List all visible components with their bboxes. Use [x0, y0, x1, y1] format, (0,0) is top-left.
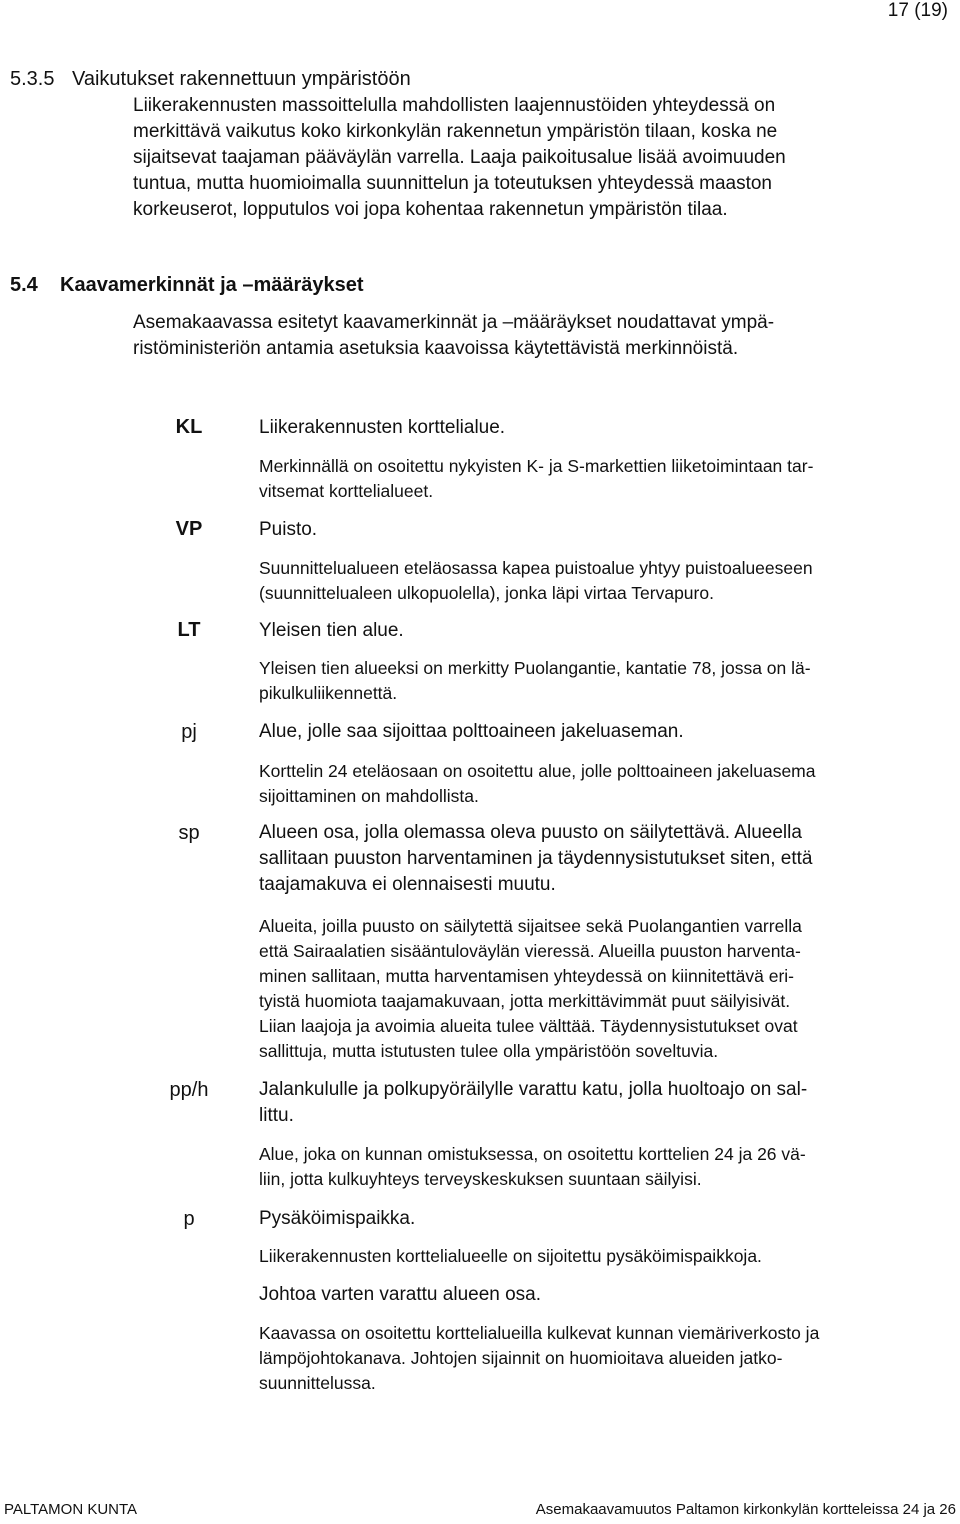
section-paragraph-5-3-5 [133, 93, 960, 223]
definition-desc-line: Liian laajoja ja avoimia alueita tulee välttää. Täydennysistutukset ovat [259, 1016, 798, 1036]
definition-title [259, 415, 959, 441]
paragraph-line: tuntua, mutta huomioimalla suunnittelun ja toteutuksen yhteydessä maaston [133, 173, 772, 194]
definition-title-line: Liikerakennusten korttelialue. [259, 417, 506, 438]
section-number: 5.3.5 [10, 68, 55, 90]
definition-description [259, 556, 959, 606]
definition-desc-line: vitsemat korttelialueet. [259, 481, 434, 501]
footer-document-title: Asemakaavamuutos Paltamon kirkonkylän kortteleissa 24 ja 26 [535, 1501, 956, 1518]
definition-description [259, 1244, 959, 1269]
definition-code: sp [178, 822, 200, 844]
page-number: 17 (19) [887, 0, 948, 21]
definition-title-line: sallitaan puuston harventaminen ja täydennysistutukset siten, että [259, 848, 813, 869]
section-title: Vaikutukset rakennettuun ympäristöön [72, 68, 411, 90]
definition-title-line: Jalankululle ja polkupyöräilylle varattu katu, jolla huoltoajo on sal- [259, 1079, 808, 1100]
definition-title-line: Pysäköimispaikka. [259, 1208, 416, 1229]
section-number: 5.4 [10, 274, 38, 296]
definition-title [259, 1206, 959, 1232]
definition-code: pp/h [169, 1079, 209, 1101]
definition-desc-line: Suunnittelualueen eteläosassa kapea puistoalue yhtyy puistoalueeseen [259, 558, 813, 578]
definition-desc-line: Kaavassa on osoitettu korttelialueilla kulkevat kunnan viemäriverkosto ja [259, 1323, 820, 1343]
definition-code: KL [175, 416, 203, 438]
section-title: Kaavamerkinnät ja –määräykset [60, 274, 364, 296]
definition-desc-line: että Sairaalatien sisääntuloväylän vieressä. Alueilla puuston harventa- [259, 941, 801, 961]
definition-title [259, 517, 959, 543]
definition-desc-line: Merkinnällä on osoitettu nykyisten K- ja S-markettien liiketoimintaan tar- [259, 456, 814, 476]
definition-desc-line: Liikerakennusten korttelialueelle on sijoitettu pysäköimispaikkoja. [259, 1246, 762, 1266]
paragraph-line: korkeuserot, lopputulos voi jopa kohentaa rakennetun ympäristön tilaa. [133, 199, 728, 220]
definition-code: VP [175, 518, 203, 540]
definition-description [259, 1142, 959, 1192]
definition-title-line: Puisto. [259, 519, 318, 540]
definition-desc-line: Yleisen tien alueeksi on merkitty Puolangantie, kantatie 78, jossa on lä- [259, 658, 811, 678]
definition-desc-line: tyistä huomiota taajamakuvaan, jotta merkittävimmät puut säilyisivät. [259, 991, 791, 1011]
definition-code: p [183, 1208, 195, 1230]
definition-title [259, 820, 959, 898]
section-heading-5-3-5 [10, 68, 411, 91]
paragraph-line: merkittävä vaikutus koko kirkonkylän rakennetun ympäristön tilaan, koska ne [133, 121, 778, 142]
definition-title [259, 618, 959, 644]
definition-description [259, 759, 959, 809]
definition-title [259, 719, 959, 745]
section-heading-5-4 [10, 274, 364, 297]
definition-desc-line: Alue, joka on kunnan omistuksessa, on osoitettu korttelien 24 ja 26 vä- [259, 1144, 806, 1164]
definition-desc-line: suunnittelussa. [259, 1373, 376, 1393]
definition-code: pj [181, 721, 197, 743]
definition-description [259, 656, 959, 706]
paragraph-line: Asemakaavassa esitetyt kaavamerkinnät ja –määräykset noudattavat ympä- [133, 312, 775, 333]
definition-title [259, 1077, 959, 1129]
definition-desc-line: sallittuja, mutta istutusten tulee olla ympäristöön soveltuvia. [259, 1041, 719, 1061]
section-paragraph-5-4 [133, 310, 960, 362]
definition-description [259, 914, 959, 1064]
definition-desc-line: sijoittaminen on mahdollista. [259, 786, 479, 806]
definition-title-line: Alueen osa, jolla olemassa oleva puusto on säilytettävä. Alueella [259, 822, 802, 843]
definition-desc-line: (suunnittelualeen ulkopuolella), jonka läpi virtaa Tervapuro. [259, 583, 714, 603]
definition-code: LT [177, 619, 201, 641]
definition-desc-line: pikulkuliikennettä. [259, 683, 398, 703]
definition-title-line: Yleisen tien alue. [259, 620, 404, 641]
definition-desc-line: Korttelin 24 eteläosaan on osoitettu alue, jolle polttoaineen jakeluasema [259, 761, 816, 781]
footer-municipality: PALTAMON KUNTA [4, 1501, 138, 1518]
definition-description [259, 454, 959, 504]
definition-title [259, 1282, 959, 1308]
definition-desc-line: liin, jotta kulkuyhteys terveyskeskuksen suuntaan säilyisi. [259, 1169, 702, 1189]
definition-title-line: littu. [259, 1105, 294, 1126]
definition-title-line: Alue, jolle saa sijoittaa polttoaineen jakeluaseman. [259, 721, 684, 742]
definition-description [259, 1321, 959, 1396]
paragraph-line: ristöministeriön antamia asetuksia kaavoissa käytettävistä merkinnöistä. [133, 338, 739, 359]
paragraph-line: sijaitsevat taajaman pääväylän varrella. Laaja paikoitusalue lisää avoimuuden [133, 147, 786, 168]
definition-desc-line: Alueita, joilla puusto on säilytettä sijaitsee sekä Puolangantien varrella [259, 916, 802, 936]
definition-title-line: taajamakuva ei olennaisesti muutu. [259, 874, 556, 895]
definition-desc-line: lämpöjohtokanava. Johtojen sijainnit on huomioitava alueiden jatko- [259, 1348, 783, 1368]
definition-title-line: Johtoa varten varattu alueen osa. [259, 1284, 542, 1305]
paragraph-line: Liikerakennusten massoittelulla mahdollisten laajennustöiden yhteydessä on [133, 95, 776, 116]
definition-desc-line: minen sallitaan, mutta harventamisen yhteydessä on kiinnitettävä eri- [259, 966, 794, 986]
